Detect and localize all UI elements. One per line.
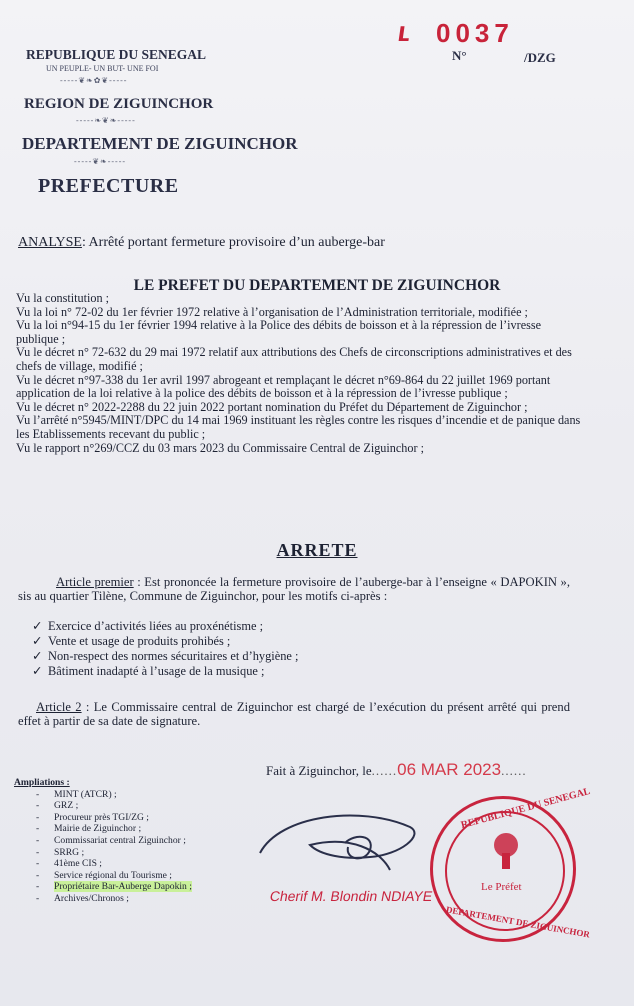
consideration: Vu le décret n° 72-632 du 29 mai 1972 relatif aux attributions des Chefs de circonscriptions administratives et des chefs de village, modifié ; — [16, 345, 572, 373]
national-motto: UN PEUPLE- UN BUT- UNE FOI — [46, 64, 159, 73]
checkmark-icon: ✓ — [32, 664, 43, 678]
highlighted-recipient: Propriétaire Bar-Auberge Dapokin ; — [54, 881, 192, 893]
ampliation-item: - MINT (ATCR) ; — [14, 789, 192, 801]
number-stamp-mark: ʟ — [395, 16, 413, 47]
ampliation-item: - Archives/Chronos ; — [14, 893, 192, 905]
reasons-list — [32, 619, 298, 679]
official-seal — [430, 785, 592, 942]
reference-number: 0037 — [436, 18, 514, 48]
article-premier-label: Article premier — [56, 575, 134, 589]
seal-top-text: REPUBLIQUE DU SENEGAL — [459, 785, 592, 832]
divider-ornament: -----❦❧----- — [74, 157, 127, 166]
consideration: Vu l’arrêté n°5945/MINT/DPC du 14 mai 1969 instituant les règles contre les risques d’incendie et de panique dans les Etablissements recevant du public ; — [16, 413, 581, 441]
checkmark-icon: ✓ — [32, 649, 43, 663]
number-label: N° — [452, 48, 467, 63]
consideration: Vu le décret n° 2022-2288 du 22 juin 2022 portant nomination du Préfet du Département de Ziguinchor ; — [16, 399, 528, 414]
ampliation-item: - Procureur près TGI/ZG ; — [14, 812, 192, 824]
republic-heading: REPUBLIQUE DU SENEGAL — [26, 47, 207, 62]
consideration: Vu la loi n°94-15 du 1er février 1994 relative à la Police des débits de boisson et à la répression de l’ivresse publique ; — [16, 318, 542, 346]
ampliation-item: - Service régional du Tourisme ; — [14, 870, 192, 882]
ampliation-item: - SRRG ; — [14, 847, 192, 859]
department-heading: DEPARTEMENT DE ZIGUINCHOR — [22, 134, 298, 153]
analyse-line — [18, 235, 385, 251]
signature-date: 06 MAR 2023 — [397, 760, 502, 779]
consideration: Vu la constitution ; — [16, 291, 110, 305]
ampliations-block — [14, 777, 192, 905]
ampliations-title: Ampliations : — [14, 777, 70, 788]
ampliation-item: - GRZ ; — [14, 800, 192, 812]
ampliation-item: - Mairie de Ziguinchor ; — [14, 823, 192, 835]
reason-item: ✓ Non-respect des normes sécuritaires et d’hygiène ; — [32, 649, 299, 663]
ampliation-item: - 41ème CIS ; — [14, 858, 192, 870]
ampliation-item — [14, 881, 192, 893]
region-heading: REGION DE ZIGUINCHOR — [24, 96, 214, 112]
signatory-name: Cherif M. Blondin NDIAYE — [268, 888, 434, 904]
arrete-title: ARRETE — [276, 540, 358, 560]
analyse-text: : Arrêté portant fermeture provisoire d’un auberge-bar — [81, 235, 385, 250]
number-suffix: /DZG — [524, 50, 556, 65]
signature-place: Fait à Ziguinchor, le......06 MAR 2023...... — [266, 760, 527, 779]
seal-bottom-text: DEPARTEMENT DE ZIGUINCHOR — [445, 904, 591, 940]
article-premier — [18, 575, 570, 603]
article-2-text: : Le Commissaire central de Ziguinchor est chargé de l’exécution du présent arrêté qui prend effet à partir de sa date de signature. — [18, 700, 570, 729]
analyse-label: ANALYSE — [18, 235, 82, 250]
checkmark-icon: ✓ — [32, 634, 43, 648]
article-2 — [18, 700, 570, 728]
article-2-label: Article 2 — [36, 700, 82, 714]
consideration: Vu le décret n°97-338 du 1er avril 1997 abrogeant et remplaçant le décret n°69-864 du 22 juillet 1969 portant application de la loi relative à la police des débits de boisson et à la répression de l’ivresse publique ; — [16, 372, 551, 401]
baobab-tree-icon — [483, 829, 529, 875]
divider-ornament: -----❧❦❧----- — [76, 116, 136, 125]
ampliation-item: - Commissariat central Ziguinchor ; — [14, 835, 192, 847]
issuer-title: LE PREFET DU DEPARTEMENT DE ZIGUINCHOR — [133, 277, 501, 294]
consideration: Vu le rapport n°269/CCZ du 03 mars 2023 du Commissaire Central de Ziguinchor ; — [16, 440, 424, 455]
prefecture-heading: PREFECTURE — [38, 175, 179, 197]
consideration: Vu la loi n° 72-02 du 1er février 1972 relative à l’organisation de l’Administration territoriale, modifiée ; — [16, 304, 528, 319]
considerations-block — [16, 292, 586, 455]
checkmark-icon: ✓ — [32, 619, 43, 633]
reason-item: ✓ Exercice d’activités liées au proxénétisme ; — [32, 619, 264, 633]
reason-item: ✓ Bâtiment inadapté à l’usage de la musique ; — [32, 664, 265, 678]
article-premier-text: : Est prononcée la fermeture provisoire de l’auberge-bar à l’enseigne « DAPOKIN », sis au quartier Tilène, Commune de Ziguinchor, pour les motifs ci-après : — [18, 575, 571, 604]
seal-center-text: Le Préfet — [481, 881, 522, 893]
handwritten-signature — [250, 805, 440, 875]
divider-ornament: -----❦❧✿❦----- — [60, 76, 128, 85]
reason-item: ✓ Vente et usage de produits prohibés ; — [32, 634, 231, 648]
